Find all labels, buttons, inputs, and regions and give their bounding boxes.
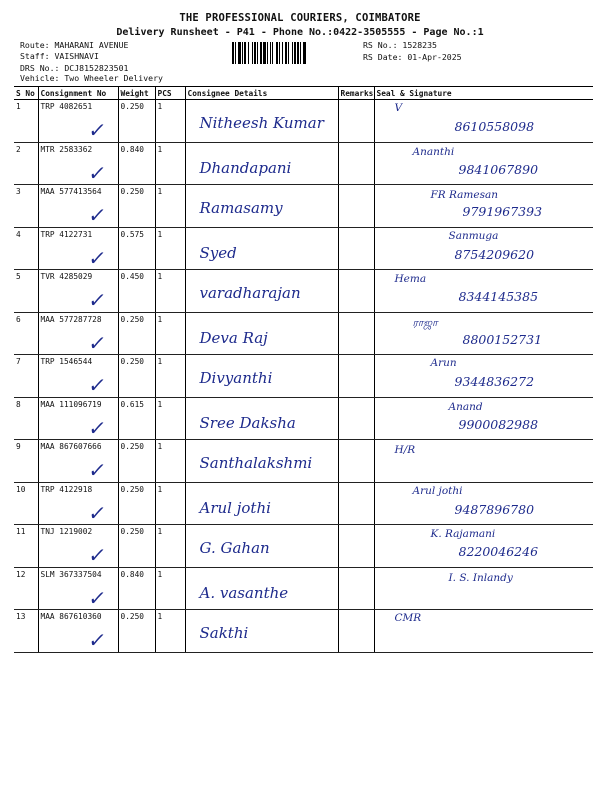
table-row: [14, 610, 593, 653]
row-pcs: 1: [155, 397, 185, 440]
row-sno: 8: [14, 397, 38, 440]
row-pcs: 1: [155, 482, 185, 525]
row-consignment-no: TRP 4122918: [40, 484, 93, 494]
row-consignment-no: SLM 367337504: [40, 569, 102, 579]
row-weight: 0.250: [118, 185, 155, 228]
row-consignee-cell: [185, 355, 338, 398]
table-row: [14, 142, 593, 185]
row-consignment-no: MAA 111096719: [40, 399, 102, 409]
runsheet-subtitle: Delivery Runsheet - P41 - Phone No.:0422-3505555 - Page No.:1: [116, 27, 484, 38]
table-row: [14, 312, 593, 355]
row-weight: 0.250: [118, 610, 155, 653]
col-header-weight: Weight: [118, 87, 155, 100]
table-row: [14, 482, 593, 525]
table-row: [14, 397, 593, 440]
row-signature: K. Rajamani: [430, 528, 496, 540]
row-consignee-name: G. Gahan: [199, 539, 270, 557]
row-signature: I. S. Inlandy: [448, 571, 513, 584]
row-signature-cell: [374, 397, 593, 440]
row-weight: 0.250: [118, 355, 155, 398]
col-header-signature: Seal & Signature: [374, 87, 593, 100]
row-consignee-cell: [185, 312, 338, 355]
row-pcs: 1: [155, 355, 185, 398]
row-consignee-cell: [185, 227, 338, 270]
runsheet-title: THE PROFESSIONAL COURIERS, COIMBATORE: [179, 12, 421, 24]
row-consignment-cell: [38, 270, 118, 313]
col-header-sno: S No: [14, 87, 38, 100]
row-consignee-name: Santhalakshmi: [199, 454, 313, 472]
row-remarks: [338, 270, 374, 313]
row-remarks: [338, 142, 374, 185]
row-consignee-name: Nitheesh Kumar: [199, 114, 324, 132]
row-consignment-cell: [38, 227, 118, 270]
row-pcs: 1: [155, 312, 185, 355]
table-row: [14, 227, 593, 270]
checkmark-icon: ✓: [86, 458, 108, 482]
row-consignee-cell: [185, 185, 338, 228]
row-consignee-name: Sakthi: [199, 624, 249, 642]
runsheet-table: [14, 86, 593, 653]
row-weight: 0.250: [118, 100, 155, 143]
row-consignment-no: MAA 577287728: [40, 314, 102, 324]
row-sno: 13: [14, 610, 38, 653]
row-remarks: [338, 440, 374, 483]
table-row: [14, 440, 593, 483]
row-consignee-name: Deva Raj: [199, 328, 268, 347]
row-remarks: [338, 397, 374, 440]
row-consignee-name: Arul jothi: [199, 498, 271, 517]
row-weight: 0.575: [118, 227, 155, 270]
row-remarks: [338, 567, 374, 610]
col-header-pcs: PCS: [155, 87, 185, 100]
drs-number: DRS No.: DCJ8152823501: [20, 63, 129, 73]
barcode-image: [232, 42, 350, 64]
row-sno: 1: [14, 100, 38, 143]
row-remarks: [338, 227, 374, 270]
vehicle-label: Vehicle: Two Wheeler Delivery: [20, 73, 163, 83]
row-signature-cell: [374, 185, 593, 228]
row-consignment-no: TRP 4122731: [40, 229, 93, 239]
row-consignee-name: Ramasamy: [199, 199, 283, 217]
row-signature: CMR: [394, 612, 422, 624]
row-weight: 0.840: [118, 567, 155, 610]
row-remarks: [338, 482, 374, 525]
row-consignee-cell: [185, 142, 338, 185]
row-consignee-name: Sree Daksha: [199, 413, 296, 432]
row-receiver-phone: 8754209620: [454, 246, 535, 262]
row-consignment-no: TVR 4285029: [40, 272, 93, 281]
row-consignment-no: TRP 4082651: [40, 102, 93, 111]
row-consignment-no: TRP 1546544: [40, 357, 93, 366]
row-consignment-cell: [38, 525, 118, 568]
route-label: Route: MAHARANI AVENUE: [20, 40, 129, 50]
row-weight: 0.250: [118, 525, 155, 568]
staff-label: Staff: VAISHNAVI: [20, 51, 99, 61]
row-signature-cell: [374, 355, 593, 398]
checkmark-icon: ✓: [86, 373, 108, 397]
row-consignee-cell: [185, 567, 338, 610]
rs-date: RS Date: 01-Apr-2025: [363, 52, 462, 62]
row-receiver-phone: 9900082988: [458, 416, 539, 432]
row-remarks: [338, 610, 374, 653]
row-signature: H/R: [394, 444, 416, 456]
row-receiver-phone: 8610558098: [454, 119, 535, 134]
table-header-row: [14, 87, 593, 100]
row-signature: Arul jothi: [412, 484, 463, 497]
row-pcs: 1: [155, 440, 185, 483]
row-signature: Hema: [394, 273, 427, 285]
row-remarks: [338, 100, 374, 143]
row-signature-cell: [374, 142, 593, 185]
row-signature-cell: [374, 100, 593, 143]
row-signature: Sanmuga: [448, 229, 499, 242]
row-receiver-phone: 8800152731: [462, 331, 543, 347]
row-consignment-no: TNJ 1219002: [40, 527, 93, 536]
row-weight: 0.615: [118, 397, 155, 440]
row-consignment-cell: [38, 610, 118, 653]
row-signature: Arun: [430, 357, 457, 369]
checkmark-icon: ✓: [86, 585, 108, 610]
col-header-consignment: Consignment No: [38, 87, 118, 100]
row-pcs: 1: [155, 567, 185, 610]
row-consignment-no: MTR 2583362: [40, 144, 93, 154]
row-signature-cell: [374, 482, 593, 525]
row-consignee-cell: [185, 397, 338, 440]
row-receiver-phone: 8220046246: [458, 544, 539, 559]
row-sno: 3: [14, 185, 38, 228]
row-remarks: [338, 525, 374, 568]
row-remarks: [338, 355, 374, 398]
row-consignee-name: varadharajan: [199, 284, 301, 302]
row-consignment-cell: [38, 185, 118, 228]
col-header-remarks: Remarks: [338, 87, 374, 100]
row-sno: 2: [14, 142, 38, 185]
row-consignment-cell: [38, 312, 118, 355]
row-pcs: 1: [155, 610, 185, 653]
row-consignee-cell: [185, 482, 338, 525]
row-pcs: 1: [155, 227, 185, 270]
row-consignee-name: A. vasanthe: [199, 583, 289, 602]
checkmark-icon: ✓: [86, 500, 108, 525]
row-signature-cell: [374, 440, 593, 483]
row-signature-cell: [374, 270, 593, 313]
row-signature: Anand: [448, 400, 483, 413]
checkmark-icon: ✓: [86, 203, 108, 227]
table-row: [14, 525, 593, 568]
row-receiver-phone: 9487896780: [454, 501, 535, 517]
checkmark-icon: ✓: [86, 330, 108, 355]
row-signature-cell: [374, 525, 593, 568]
row-signature-cell: [374, 312, 593, 355]
row-pcs: 1: [155, 525, 185, 568]
table-row: [14, 567, 593, 610]
row-weight: 0.450: [118, 270, 155, 313]
row-weight: 0.840: [118, 142, 155, 185]
row-consignment-cell: [38, 482, 118, 525]
row-weight: 0.250: [118, 312, 155, 355]
row-consignee-cell: [185, 440, 338, 483]
row-consignee-cell: [185, 525, 338, 568]
row-consignment-cell: [38, 100, 118, 143]
checkmark-icon: ✓: [86, 160, 108, 185]
row-weight: 0.250: [118, 440, 155, 483]
row-consignment-cell: [38, 567, 118, 610]
row-consignment-no: MAA 867610360: [40, 612, 102, 621]
row-consignment-no: MAA 867607666: [40, 442, 102, 451]
row-receiver-phone: 9841067890: [458, 161, 539, 177]
col-header-consignee: Consignee Details: [185, 87, 338, 100]
row-consignment-cell: [38, 440, 118, 483]
checkmark-icon: ✓: [86, 415, 108, 440]
row-consignee-cell: [185, 100, 338, 143]
row-consignee-cell: [185, 610, 338, 653]
table-row: [14, 270, 593, 313]
row-pcs: 1: [155, 270, 185, 313]
row-pcs: 1: [155, 100, 185, 143]
row-signature: FR Ramesan: [430, 189, 499, 201]
row-sno: 10: [14, 482, 38, 525]
row-consignee-name: Divyanthi: [199, 369, 273, 387]
row-sno: 4: [14, 227, 38, 270]
row-consignment-cell: [38, 397, 118, 440]
row-sno: 5: [14, 270, 38, 313]
row-receiver-phone: 9791967393: [462, 204, 543, 219]
row-sno: 9: [14, 440, 38, 483]
row-signature-cell: [374, 610, 593, 653]
row-consignee-name: Dhandapani: [199, 158, 292, 177]
row-consignment-no: MAA 577413564: [40, 187, 102, 196]
checkmark-icon: ✓: [86, 245, 108, 270]
row-consignment-cell: [38, 355, 118, 398]
row-sno: 11: [14, 525, 38, 568]
row-signature: Ananthi: [412, 145, 455, 158]
row-sno: 12: [14, 567, 38, 610]
row-signature-cell: [374, 567, 593, 610]
row-sno: 6: [14, 312, 38, 355]
row-remarks: [338, 312, 374, 355]
row-consignment-cell: [38, 142, 118, 185]
table-row: [14, 185, 593, 228]
checkmark-icon: ✓: [86, 118, 108, 142]
row-signature-cell: [374, 227, 593, 270]
row-receiver-phone: 8344145385: [458, 289, 539, 304]
row-consignee-cell: [185, 270, 338, 313]
row-signature: V: [394, 102, 403, 114]
checkmark-icon: ✓: [86, 288, 108, 312]
checkmark-icon: ✓: [86, 543, 108, 567]
row-sno: 7: [14, 355, 38, 398]
row-remarks: [338, 185, 374, 228]
rs-number: RS No.: 1528235: [363, 40, 437, 50]
table-row: [14, 355, 593, 398]
row-consignee-name: Syed: [199, 243, 237, 262]
row-weight: 0.250: [118, 482, 155, 525]
table-row: [14, 100, 593, 143]
row-pcs: 1: [155, 185, 185, 228]
row-pcs: 1: [155, 142, 185, 185]
row-signature: ராஜா: [412, 316, 438, 329]
row-receiver-phone: 9344836272: [454, 374, 535, 389]
checkmark-icon: ✓: [86, 628, 108, 652]
